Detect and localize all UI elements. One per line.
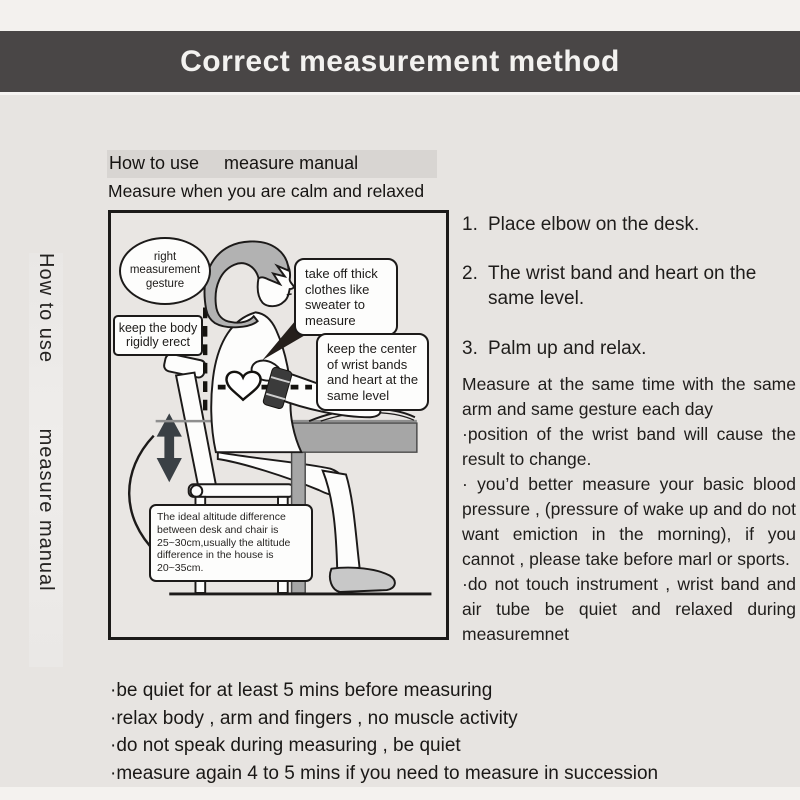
height-arrow-icon	[157, 413, 182, 482]
step-item-2	[462, 261, 796, 311]
note-paragraph: Measure at the same time with the same arm and same gesture each day	[462, 374, 796, 419]
step-text: The wrist band and heart on the same level.	[488, 263, 757, 310]
note-paragraph: · you’d better measure your basic blood pressure , (pressure of wake up and do not want emiction in the morning), if you cannot , please take before marl or sports.	[462, 474, 796, 569]
measurement-illustration-panel	[108, 210, 449, 640]
steps-list	[462, 212, 796, 361]
section-heading: How to use measure manual	[107, 150, 437, 178]
bubble-take-off-clothes: take off thick clothes like sweater to measure	[294, 258, 398, 336]
measurement-notes	[462, 372, 796, 647]
top-strip	[0, 0, 800, 31]
bottom-strip	[0, 787, 800, 800]
note-paragraph: ·do not touch instrument , wrist band and air tube be quiet and relaxed during measuremnet	[462, 574, 796, 644]
step-number: 1.	[462, 214, 478, 235]
header-bar	[0, 31, 800, 95]
section-subheading: Measure when you are calm and relaxed	[108, 181, 425, 201]
bubble-wrist-heart-level: keep the center of wrist bands and heart at the same level	[316, 333, 429, 411]
tip-item: ·relax body , arm and fingers , no muscle activity	[110, 707, 518, 729]
step-text: Palm up and relax.	[488, 338, 647, 360]
slipper	[330, 568, 395, 592]
tip-item: ·measure again 4 to 5 mins if you need to measure in succession	[110, 762, 659, 784]
altitude-note-box: The ideal altitude difference between desk and chair is 25~30cm,usually the altitude difference in the house is 20~35cm.	[149, 504, 313, 582]
footer-tips-list	[110, 677, 750, 787]
bubble-keep-body-erect: keep the body rigidly erect	[113, 315, 203, 356]
step-item-3	[462, 336, 796, 361]
tip-item: ·do not speak during measuring , be quiet	[110, 735, 461, 756]
tip-item: ·be quiet for at least 5 mins before measuring	[110, 680, 493, 701]
step-number: 2.	[462, 263, 478, 285]
step-number: 3.	[462, 338, 478, 360]
step-text: Place elbow on the desk.	[488, 214, 700, 235]
page-title: Correct measurement method	[180, 44, 620, 78]
sidebar-vertical-label: How to use measure manual	[29, 253, 63, 667]
bubble-right-measurement-gesture: right measurement gesture	[119, 237, 211, 305]
note-paragraph: ·position of the wrist band will cause the result to change.	[462, 424, 796, 469]
step-item-1	[462, 212, 796, 237]
